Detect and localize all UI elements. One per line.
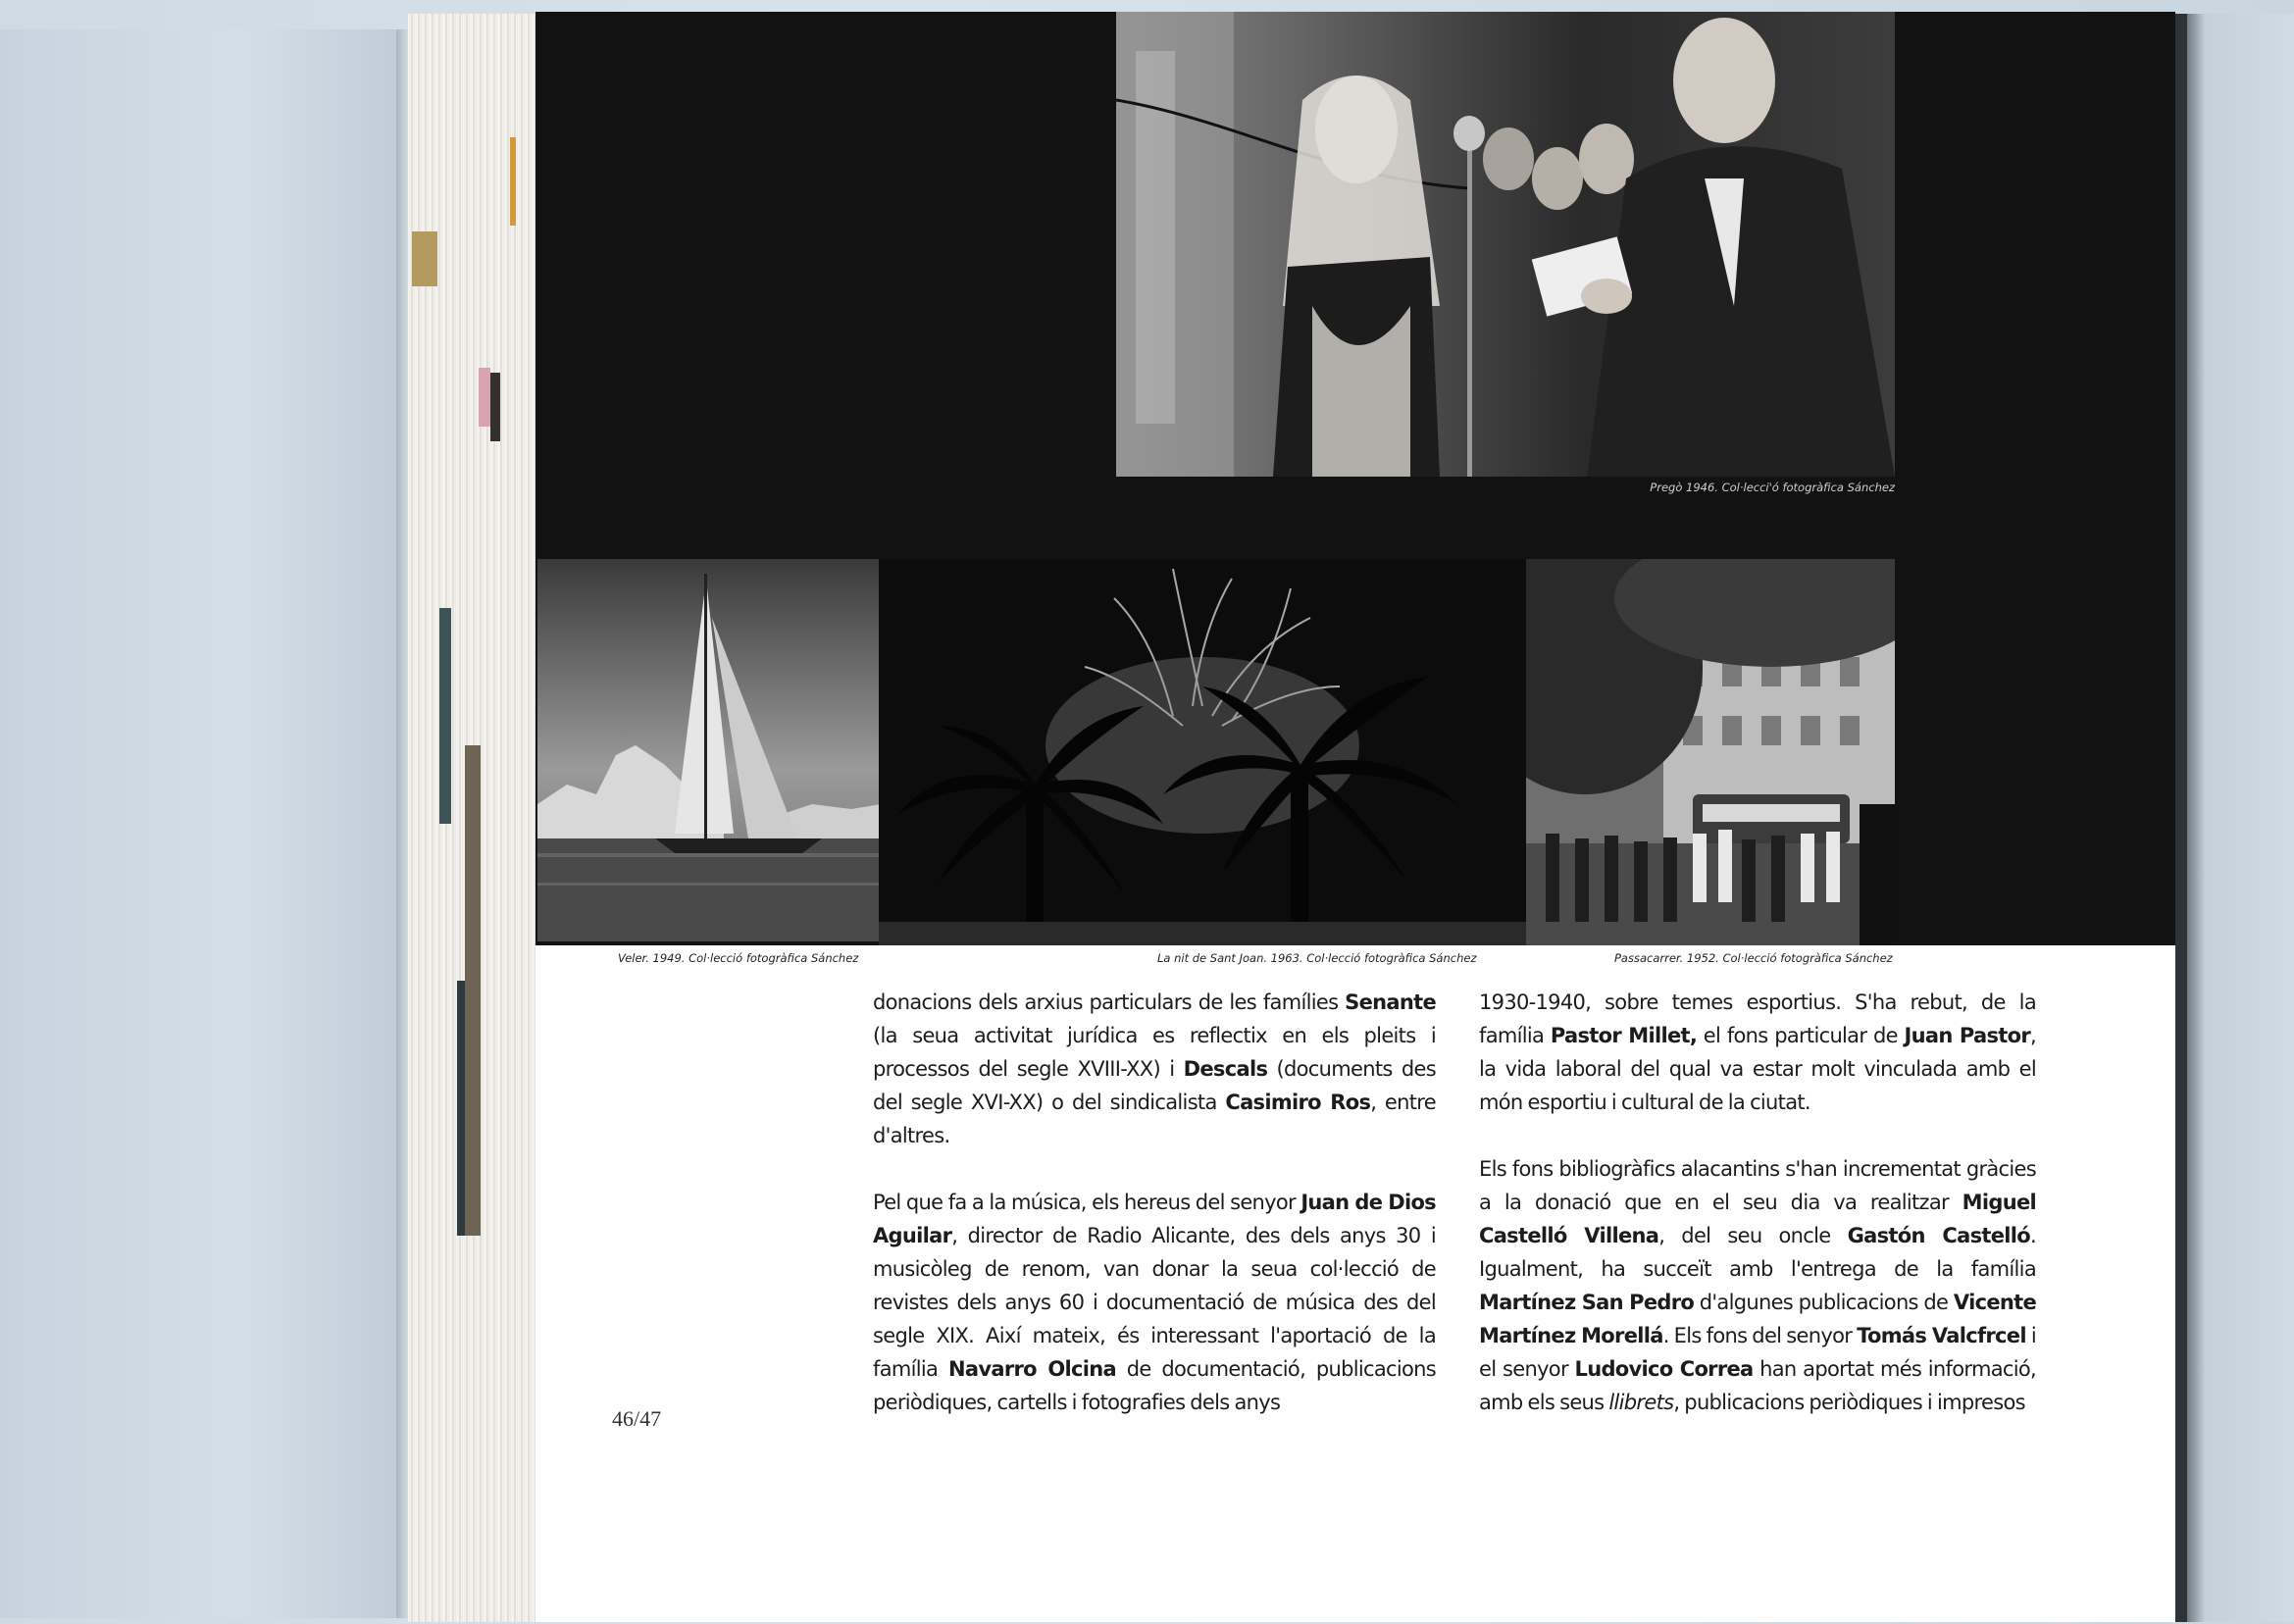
- left-book-cover: [0, 29, 404, 1618]
- page-tab-marker: [510, 137, 516, 226]
- book-page: [535, 12, 2175, 1622]
- photo-prego-1946: [1116, 12, 1895, 477]
- page-tab-marker: [465, 745, 481, 1236]
- page-tab-marker: [412, 231, 437, 286]
- bold-name: Casimiro Ros: [1225, 1091, 1371, 1114]
- bold-name: Gastón Castelló: [1847, 1224, 2031, 1247]
- paragraph: 1930-1940, sobre temes esportius. S'ha rebut, de la família Pastor Millet, el fons particular de Juan Pastor, la vida laboral del qual va estar molt vinculada amb el món esportiu i cultural de la ciutat.: [1479, 990, 2036, 1114]
- text-column-left: [873, 986, 1436, 1419]
- photo-passacarrer-1952: [1526, 559, 1895, 945]
- bold-name: Navarro Olcina: [948, 1357, 1116, 1381]
- text-column-right: [1479, 986, 2036, 1419]
- bold-name: Senante: [1345, 990, 1436, 1014]
- caption-nit-sant-joan: La nit de Sant Joan. 1963. Col·lecció fotogràfica Sánchez: [1157, 951, 1477, 965]
- photo-veler-1949: [537, 559, 881, 941]
- right-cover-shadow: [2175, 14, 2187, 1622]
- bold-name: Tomás Valcfrcel: [1857, 1324, 2026, 1347]
- paragraph: Pel que fa a la música, els hereus del senyor Juan de Dios Aguilar, director de Radio Alicante, des dels anys 30 i musicòleg de renom, van donar la seua col·lecció de revistes dels anys 60 i documentació de música des del segle XIX. Així mateix, és interessant l'aportació de la família Navarro Olcina de documentació, publicacions periòdiques, cartells i fotografies dels anys: [873, 1191, 1436, 1414]
- bold-name: Vicente Martínez Morellá: [1479, 1291, 2036, 1347]
- bold-name: Miguel Castelló Villena: [1479, 1191, 2036, 1247]
- page-tab-marker: [490, 373, 500, 441]
- caption-veler: Veler. 1949. Col·lecció fotogràfica Sánchez: [618, 951, 859, 965]
- caption-passacarrer: Passacarrer. 1952. Col·lecció fotogràfica Sánchez: [1614, 951, 1893, 965]
- italic-term: llibrets: [1608, 1391, 1674, 1414]
- right-book-cover: [2175, 14, 2294, 1622]
- page-tab-marker: [439, 608, 451, 824]
- page-number: 46/47: [612, 1406, 662, 1431]
- photo-nit-sant-joan-1963: [879, 559, 1538, 945]
- bold-name: Descals: [1183, 1057, 1268, 1081]
- bold-name: Pastor Millet,: [1550, 1024, 1698, 1047]
- paragraph: donacions dels arxius particulars de les famílies Senante (la seua activitat jurídica es reflectix en els pleits i processos del segle XVIII-XX) i Descals (documents des del segle XVI-XX) o del sindicalista Casimiro Ros, entre d'altres.: [873, 990, 1436, 1147]
- page-tab-marker: [479, 368, 490, 427]
- bold-name: Juan Pastor: [1904, 1024, 2030, 1047]
- bold-name: Juan de Dios Aguilar: [873, 1191, 1436, 1247]
- bold-name: Ludovico Correa: [1574, 1357, 1754, 1381]
- caption-prego: Pregò 1946. Col·lecci'ó fotogràfica Sánchez: [1650, 481, 1895, 494]
- paragraph: Els fons bibliogràfics alacantins s'han incrementat gràcies a la donació que en el seu dia va realitzar Miguel Castelló Villena, del seu oncle Gastón Castelló. Igualment, ha succeït amb l'entrega de la família Martínez San Pedro d'algunes publicacions de Vicente Martínez Morellá. Els fons del senyor Tomás Valcfrcel i el senyor Ludovico Correa han aportat més informació, amb els seus llibrets, publicacions periòdiques i impresos: [1479, 1157, 2036, 1414]
- page-tab-marker: [457, 981, 465, 1236]
- bold-name: Martínez San Pedro: [1479, 1291, 1695, 1314]
